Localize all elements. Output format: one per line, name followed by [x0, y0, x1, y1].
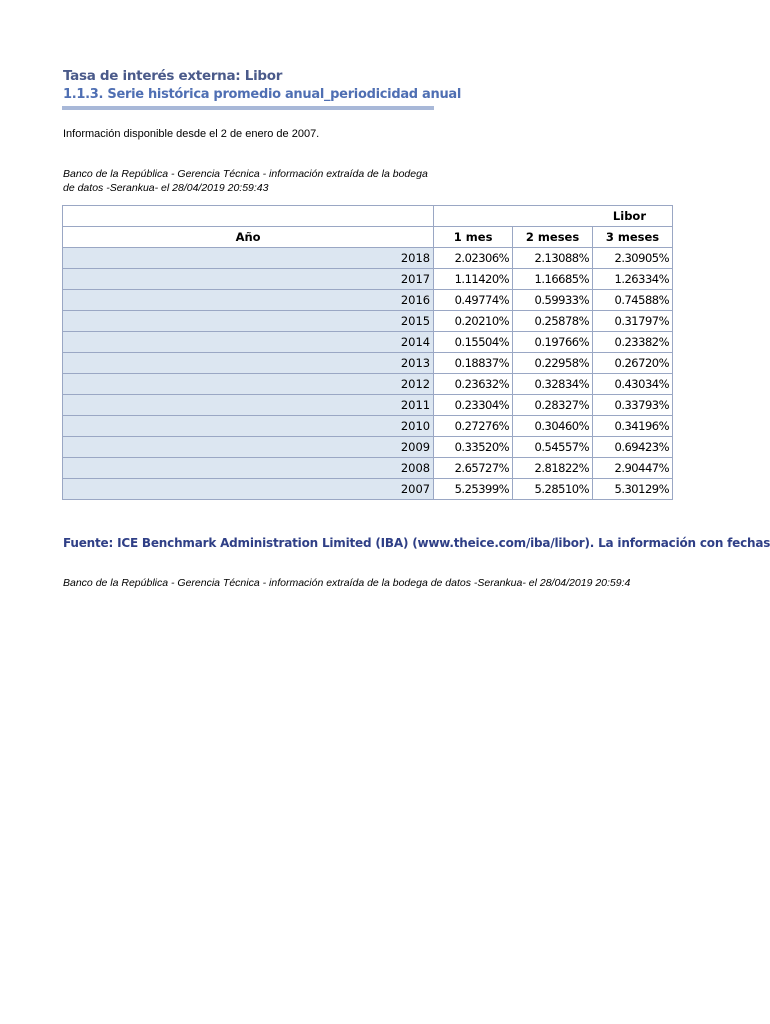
rate-cell: 0.23632%: [434, 374, 513, 395]
source-note-bottom: Banco de la República - Gerencia Técnica - información extraída de la bodega de datos -Serankua- el 28/04/2019 20:59:4: [63, 577, 631, 589]
rate-cell: 0.19766%: [513, 332, 593, 353]
rate-cell: 1.26334%: [593, 269, 673, 290]
title-underline: [62, 106, 434, 110]
rate-cell: 2.13088%: [513, 248, 593, 269]
rate-cell: 5.30129%: [593, 479, 673, 500]
rate-cell: 0.25878%: [513, 311, 593, 332]
table-row: [63, 395, 673, 416]
table-row: [63, 479, 673, 500]
table-row: [63, 353, 673, 374]
rate-cell: 0.23382%: [593, 332, 673, 353]
rate-cell: 2.30905%: [593, 248, 673, 269]
table-row: [63, 437, 673, 458]
rate-cell: 0.59933%: [513, 290, 593, 311]
table-row: [63, 374, 673, 395]
table-column-header-row: [63, 227, 673, 248]
year-cell: 2010: [63, 416, 434, 437]
column-header-2-meses: 2 meses: [513, 227, 593, 248]
column-header-year: Año: [63, 227, 434, 248]
rate-cell: 0.27276%: [434, 416, 513, 437]
rate-cell: 0.15504%: [434, 332, 513, 353]
rate-cell: 0.31797%: [593, 311, 673, 332]
rate-cell: 0.22958%: [513, 353, 593, 374]
rate-cell: 0.74588%: [593, 290, 673, 311]
table-group-header-row: [63, 206, 673, 227]
rate-cell: 0.32834%: [513, 374, 593, 395]
table-row: [63, 458, 673, 479]
table-row: [63, 311, 673, 332]
rate-cell: 2.81822%: [513, 458, 593, 479]
rate-cell: 0.20210%: [434, 311, 513, 332]
rate-cell: 1.11420%: [434, 269, 513, 290]
page-title: Tasa de interés externa: Libor: [63, 68, 283, 84]
info-text: Información disponible desde el 2 de enero de 2007.: [63, 128, 320, 140]
source-note-top: Banco de la República - Gerencia Técnica - información extraída de la bodega de datos -Serankua- el 28/04/2019 20:59:43: [63, 168, 428, 194]
rate-cell: 5.28510%: [513, 479, 593, 500]
rate-cell: 5.25399%: [434, 479, 513, 500]
rate-cell: 2.90447%: [593, 458, 673, 479]
year-cell: 2011: [63, 395, 434, 416]
year-cell: 2014: [63, 332, 434, 353]
year-cell: 2012: [63, 374, 434, 395]
rate-cell: 1.16685%: [513, 269, 593, 290]
table-row: [63, 416, 673, 437]
year-cell: 2007: [63, 479, 434, 500]
rate-cell: 2.02306%: [434, 248, 513, 269]
column-header-1-mes: 1 mes: [434, 227, 513, 248]
rate-cell: 0.23304%: [434, 395, 513, 416]
page-subtitle: 1.1.3. Serie histórica promedio anual_periodicidad anual: [63, 87, 462, 102]
libor-table: [62, 205, 673, 500]
year-cell: 2018: [63, 248, 434, 269]
rate-cell: 0.26720%: [593, 353, 673, 374]
rate-cell: 0.43034%: [593, 374, 673, 395]
rate-cell: 0.33520%: [434, 437, 513, 458]
rate-cell: 0.30460%: [513, 416, 593, 437]
year-cell: 2009: [63, 437, 434, 458]
libor-table-container: [62, 205, 673, 500]
rate-cell: 0.54557%: [513, 437, 593, 458]
table-header-empty: [63, 206, 434, 227]
table-row: [63, 269, 673, 290]
year-cell: 2008: [63, 458, 434, 479]
source-credit: Fuente: ICE Benchmark Administration Limited (IBA) (www.theice.com/iba/libor). La información con fechas: [63, 536, 770, 550]
rate-cell: 0.28327%: [513, 395, 593, 416]
table-row: [63, 332, 673, 353]
year-cell: 2013: [63, 353, 434, 374]
column-header-3-meses: 3 meses: [593, 227, 673, 248]
rate-cell: 0.49774%: [434, 290, 513, 311]
rate-cell: 0.69423%: [593, 437, 673, 458]
rate-cell: 2.65727%: [434, 458, 513, 479]
rate-cell: 0.33793%: [593, 395, 673, 416]
year-cell: 2015: [63, 311, 434, 332]
table-row: [63, 290, 673, 311]
table-row: [63, 248, 673, 269]
rate-cell: 0.18837%: [434, 353, 513, 374]
rate-cell: 0.34196%: [593, 416, 673, 437]
libor-group-header: Libor: [434, 206, 673, 227]
year-cell: 2016: [63, 290, 434, 311]
year-cell: 2017: [63, 269, 434, 290]
